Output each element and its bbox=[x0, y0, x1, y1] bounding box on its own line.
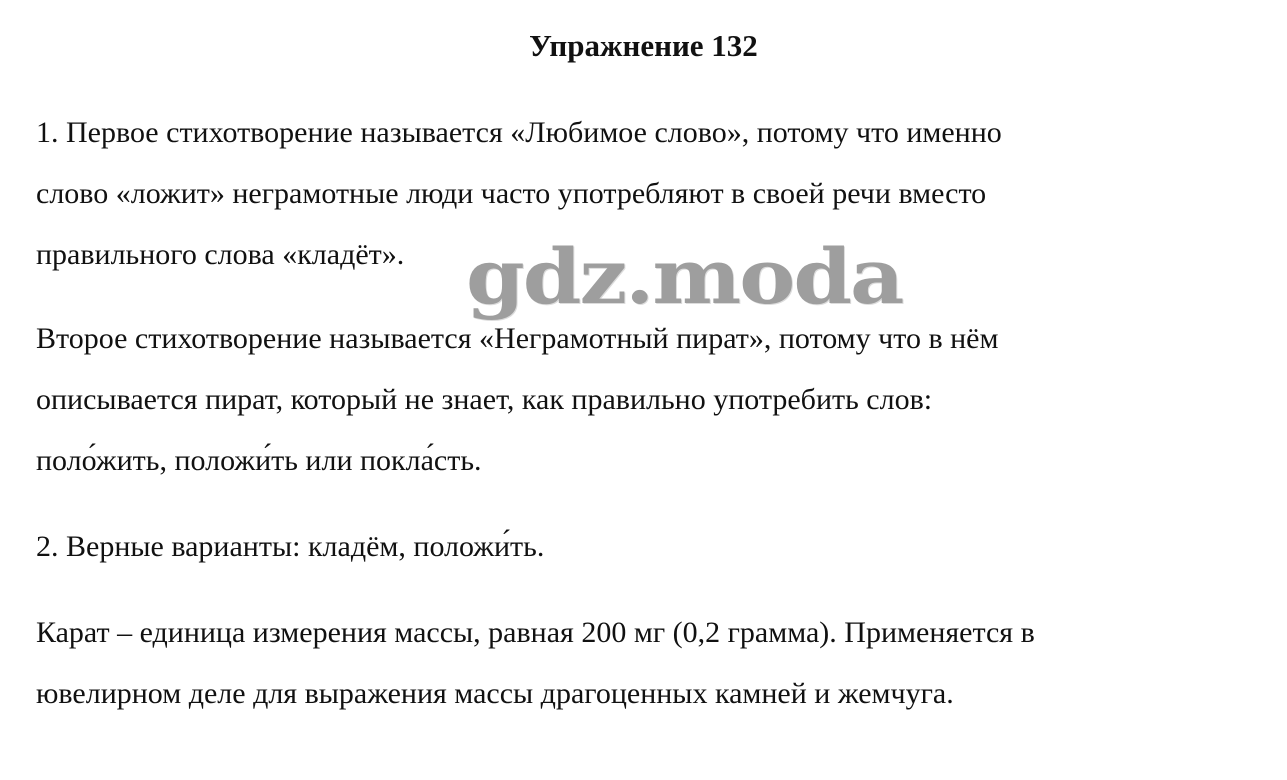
paragraph-line: слово «ложит» неграмотные люди часто употребляют в своей речи вместо bbox=[36, 177, 987, 210]
paragraph-line: 2. Верные варианты: кладём, положи́ть. bbox=[36, 530, 545, 563]
paragraph-line: правильного слова «кладёт». bbox=[36, 238, 405, 271]
paragraph-1 bbox=[36, 102, 1256, 285]
paragraph-line: 1. Первое стихотворение называется «Любимое слово», потому что именно bbox=[36, 116, 1002, 149]
site-watermark: gdz.moda bbox=[466, 232, 903, 322]
paragraph-2 bbox=[36, 308, 1256, 491]
paragraph-line: описывается пират, который не знает, как правильно употребить слов: bbox=[36, 383, 933, 416]
paragraph-line: ювелирном деле для выражения массы драгоценных камней и жемчуга. bbox=[36, 677, 954, 710]
exercise-title: Упражнение 132 bbox=[529, 28, 758, 63]
paragraph-line: поло́жить, положи́ть или покла́сть. bbox=[36, 444, 482, 477]
paragraph-line: Карат – единица измерения массы, равная 200 мг (0,2 грамма). Применяется в bbox=[36, 616, 1035, 649]
paragraph-3 bbox=[36, 516, 1256, 577]
paragraph-line: Второе стихотворение называется «Неграмотный пират», потому что в нём bbox=[36, 322, 999, 355]
paragraph-4 bbox=[36, 602, 1256, 724]
